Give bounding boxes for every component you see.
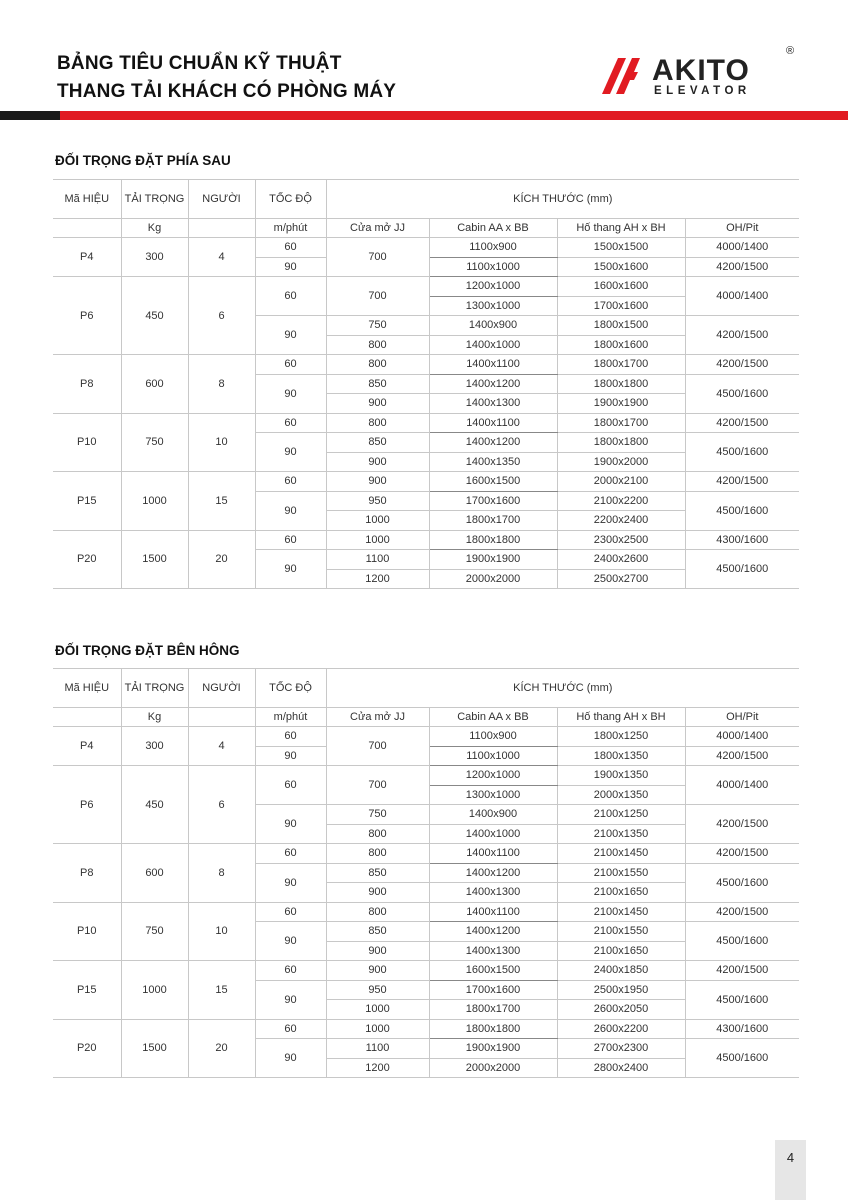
shaft-cell: 1900x1350	[557, 766, 685, 786]
ohpit-cell: 4500/1600	[685, 374, 799, 413]
speed-cell: 60	[255, 727, 326, 747]
page-number-box	[775, 1140, 806, 1200]
shaft-cell: 2700x2300	[557, 1039, 685, 1059]
ohpit-cell: 4200/1500	[685, 413, 799, 433]
speed-cell: 90	[255, 550, 326, 589]
shaft-cell: 2100x1450	[557, 844, 685, 864]
model-cell: P8	[53, 844, 121, 903]
load-cell: 300	[121, 238, 188, 277]
cabin-cell: 1100x900	[429, 727, 557, 747]
cabin-cell: 1700x1600	[429, 980, 557, 1000]
door-cell: 900	[326, 394, 429, 414]
speed-cell: 90	[255, 316, 326, 355]
ohpit-cell: 4200/1500	[685, 355, 799, 375]
table-row	[53, 766, 799, 786]
cabin-cell: 1400x1200	[429, 433, 557, 453]
door-cell: 800	[326, 902, 429, 922]
cabin-cell: 1200x1000	[429, 766, 557, 786]
table-row	[53, 844, 799, 864]
persons-cell: 6	[188, 277, 255, 355]
load-cell: 1500	[121, 530, 188, 589]
shaft-cell: 1900x1900	[557, 394, 685, 414]
speed-cell: 90	[255, 433, 326, 472]
persons-cell: 15	[188, 961, 255, 1020]
speed-cell: 60	[255, 1019, 326, 1039]
cabin-cell: 1700x1600	[429, 491, 557, 511]
shaft-cell: 2100x1550	[557, 863, 685, 883]
model-cell: P10	[53, 413, 121, 472]
col-load: TẢI TRỌNG	[121, 180, 188, 219]
cabin-cell: 1900x1900	[429, 550, 557, 570]
cabin-cell: 1600x1500	[429, 472, 557, 492]
speed-cell: 60	[255, 277, 326, 316]
shaft-cell: 1800x1500	[557, 316, 685, 336]
logo-sub-text: ELEVATOR	[654, 85, 751, 97]
persons-cell: 20	[188, 530, 255, 589]
door-cell: 1200	[326, 1058, 429, 1078]
col-door: Cửa mở JJ	[326, 708, 429, 727]
ohpit-cell: 4200/1500	[685, 961, 799, 981]
cabin-cell: 1400x1100	[429, 355, 557, 375]
cabin-cell: 2000x2000	[429, 1058, 557, 1078]
load-cell: 750	[121, 413, 188, 472]
shaft-cell: 2800x2400	[557, 1058, 685, 1078]
speed-cell: 60	[255, 413, 326, 433]
cabin-cell: 1800x1800	[429, 530, 557, 550]
shaft-cell: 2100x2200	[557, 491, 685, 511]
model-cell: P8	[53, 355, 121, 414]
col-model: Mã HIỆU	[53, 669, 121, 708]
door-cell: 1000	[326, 1000, 429, 1020]
col-persons-unit	[188, 708, 255, 727]
shaft-cell: 2100x1350	[557, 824, 685, 844]
load-cell: 1500	[121, 1019, 188, 1078]
door-cell: 950	[326, 491, 429, 511]
cabin-cell: 1400x1200	[429, 863, 557, 883]
speed-cell: 90	[255, 922, 326, 961]
door-cell: 850	[326, 433, 429, 453]
door-cell: 700	[326, 727, 429, 766]
persons-cell: 8	[188, 355, 255, 414]
persons-cell: 15	[188, 472, 255, 531]
shaft-cell: 2600x2200	[557, 1019, 685, 1039]
shaft-cell: 1800x1800	[557, 374, 685, 394]
cabin-cell: 1800x1700	[429, 511, 557, 531]
load-cell: 1000	[121, 961, 188, 1020]
shaft-cell: 2000x2100	[557, 472, 685, 492]
shaft-cell: 2400x1850	[557, 961, 685, 981]
model-cell: P10	[53, 902, 121, 961]
speed-cell: 60	[255, 902, 326, 922]
col-cabin: Cabin AA x BB	[429, 708, 557, 727]
section-heading-rear: ĐỐI TRỌNG ĐẶT PHÍA SAU	[55, 153, 231, 168]
cabin-cell: 1900x1900	[429, 1039, 557, 1059]
col-persons: NGƯỜI	[188, 669, 255, 708]
shaft-cell: 1800x1800	[557, 433, 685, 453]
door-cell: 900	[326, 941, 429, 961]
table-row	[53, 1019, 799, 1039]
col-model-unit	[53, 708, 121, 727]
akito-logo	[600, 44, 800, 98]
door-cell: 850	[326, 922, 429, 942]
door-cell: 800	[326, 335, 429, 355]
ohpit-cell: 4500/1600	[685, 1039, 799, 1078]
door-cell: 1000	[326, 530, 429, 550]
col-dimensions: KÍCH THƯỚC (mm)	[326, 180, 799, 219]
speed-cell: 60	[255, 472, 326, 492]
title-line-2: THANG TẢI KHÁCH CÓ PHÒNG MÁY	[57, 81, 397, 102]
ohpit-cell: 4200/1500	[685, 805, 799, 844]
logo-brand-text: AKITO	[652, 54, 750, 87]
ohpit-cell: 4200/1500	[685, 257, 799, 277]
spec-table-side-counterweight	[53, 668, 799, 1078]
cabin-cell: 1200x1000	[429, 277, 557, 297]
door-cell: 850	[326, 374, 429, 394]
speed-cell: 90	[255, 746, 326, 766]
col-ohpit: OH/Pit	[685, 708, 799, 727]
shaft-cell: 2200x2400	[557, 511, 685, 531]
ohpit-cell: 4500/1600	[685, 491, 799, 530]
shaft-cell: 2600x2050	[557, 1000, 685, 1020]
col-ohpit: OH/Pit	[685, 219, 799, 238]
col-shaft: Hố thang AH x BH	[557, 708, 685, 727]
speed-cell: 60	[255, 530, 326, 550]
cabin-cell: 1400x900	[429, 316, 557, 336]
shaft-cell: 2500x2700	[557, 569, 685, 589]
col-persons: NGƯỜI	[188, 180, 255, 219]
header-row	[53, 180, 799, 219]
door-cell: 1100	[326, 550, 429, 570]
cabin-cell: 1100x1000	[429, 257, 557, 277]
persons-cell: 4	[188, 727, 255, 766]
col-dimensions: KÍCH THƯỚC (mm)	[326, 669, 799, 708]
speed-cell: 60	[255, 961, 326, 981]
shaft-cell: 1500x1500	[557, 238, 685, 258]
speed-cell: 60	[255, 238, 326, 258]
shaft-cell: 2100x1550	[557, 922, 685, 942]
ohpit-cell: 4200/1500	[685, 316, 799, 355]
speed-cell: 90	[255, 980, 326, 1019]
speed-cell: 90	[255, 374, 326, 413]
table-row	[53, 413, 799, 433]
speed-cell: 90	[255, 1039, 326, 1078]
persons-cell: 10	[188, 413, 255, 472]
shaft-cell: 1800x1600	[557, 335, 685, 355]
col-persons-unit	[188, 219, 255, 238]
cabin-cell: 1400x1200	[429, 922, 557, 942]
cabin-cell: 1400x1100	[429, 844, 557, 864]
header-divider-black	[0, 111, 60, 120]
door-cell: 950	[326, 980, 429, 1000]
cabin-cell: 1100x1000	[429, 746, 557, 766]
cabin-cell: 1400x1350	[429, 452, 557, 472]
shaft-cell: 1900x2000	[557, 452, 685, 472]
door-cell: 800	[326, 355, 429, 375]
ohpit-cell: 4300/1600	[685, 530, 799, 550]
shaft-cell: 2100x1250	[557, 805, 685, 825]
door-cell: 750	[326, 316, 429, 336]
speed-cell: 90	[255, 491, 326, 530]
door-cell: 800	[326, 413, 429, 433]
page-number: 4	[786, 1150, 795, 1165]
header-divider-red	[60, 111, 848, 120]
shaft-cell: 2500x1950	[557, 980, 685, 1000]
load-cell: 450	[121, 766, 188, 844]
ohpit-cell: 4000/1400	[685, 766, 799, 805]
akito-emblem-icon	[602, 58, 640, 94]
shaft-cell: 1500x1600	[557, 257, 685, 277]
persons-cell: 8	[188, 844, 255, 903]
ohpit-cell: 4000/1400	[685, 277, 799, 316]
persons-cell: 20	[188, 1019, 255, 1078]
ohpit-cell: 4000/1400	[685, 238, 799, 258]
cabin-cell: 1400x900	[429, 805, 557, 825]
table-row	[53, 727, 799, 747]
col-cabin: Cabin AA x BB	[429, 219, 557, 238]
document-title	[57, 50, 396, 106]
registered-mark: ®	[786, 45, 795, 57]
ohpit-cell: 4500/1600	[685, 922, 799, 961]
door-cell: 700	[326, 766, 429, 805]
cabin-cell: 1600x1500	[429, 961, 557, 981]
shaft-cell: 1800x1350	[557, 746, 685, 766]
door-cell: 900	[326, 961, 429, 981]
col-speed-unit: m/phút	[255, 219, 326, 238]
title-line-1: BẢNG TIÊU CHUẨN KỸ THUẬT	[57, 53, 342, 74]
shaft-cell: 1800x1700	[557, 413, 685, 433]
cabin-cell: 2000x2000	[429, 569, 557, 589]
persons-cell: 6	[188, 766, 255, 844]
door-cell: 1000	[326, 1019, 429, 1039]
speed-cell: 90	[255, 257, 326, 277]
table-row	[53, 277, 799, 297]
table-row	[53, 238, 799, 258]
load-cell: 1000	[121, 472, 188, 531]
shaft-cell: 2300x2500	[557, 530, 685, 550]
table-row	[53, 530, 799, 550]
table-row	[53, 472, 799, 492]
col-speed: TỐC ĐỘ	[255, 669, 326, 708]
shaft-cell: 1700x1600	[557, 296, 685, 316]
door-cell: 1200	[326, 569, 429, 589]
ohpit-cell: 4200/1500	[685, 746, 799, 766]
ohpit-cell: 4500/1600	[685, 980, 799, 1019]
load-cell: 600	[121, 844, 188, 903]
cabin-cell: 1400x1300	[429, 883, 557, 903]
cabin-cell: 1300x1000	[429, 785, 557, 805]
speed-cell: 60	[255, 766, 326, 805]
speed-cell: 90	[255, 805, 326, 844]
ohpit-cell: 4200/1500	[685, 472, 799, 492]
subheader-row	[53, 708, 799, 727]
model-cell: P6	[53, 766, 121, 844]
ohpit-cell: 4500/1600	[685, 863, 799, 902]
cabin-cell: 1300x1000	[429, 296, 557, 316]
subheader-row	[53, 219, 799, 238]
cabin-cell: 1400x1100	[429, 902, 557, 922]
table-row	[53, 355, 799, 375]
door-cell: 1100	[326, 1039, 429, 1059]
load-cell: 600	[121, 355, 188, 414]
load-cell: 300	[121, 727, 188, 766]
load-cell: 750	[121, 902, 188, 961]
model-cell: P15	[53, 472, 121, 531]
shaft-cell: 2000x1350	[557, 785, 685, 805]
load-cell: 450	[121, 277, 188, 355]
col-speed: TỐC ĐỘ	[255, 180, 326, 219]
col-model-unit	[53, 219, 121, 238]
door-cell: 750	[326, 805, 429, 825]
speed-cell: 60	[255, 844, 326, 864]
col-load: TẢI TRỌNG	[121, 669, 188, 708]
model-cell: P6	[53, 277, 121, 355]
ohpit-cell: 4200/1500	[685, 902, 799, 922]
persons-cell: 10	[188, 902, 255, 961]
door-cell: 700	[326, 238, 429, 277]
cabin-cell: 1400x1100	[429, 413, 557, 433]
col-model: Mã HIỆU	[53, 180, 121, 219]
shaft-cell: 1800x1700	[557, 355, 685, 375]
model-cell: P4	[53, 238, 121, 277]
section-heading-side: ĐỐI TRỌNG ĐẶT BÊN HÔNG	[55, 643, 240, 658]
cabin-cell: 1400x1200	[429, 374, 557, 394]
door-cell: 900	[326, 452, 429, 472]
spec-table-rear-counterweight	[53, 179, 799, 589]
model-cell: P20	[53, 1019, 121, 1078]
ohpit-cell: 4300/1600	[685, 1019, 799, 1039]
table-row	[53, 961, 799, 981]
ohpit-cell: 4000/1400	[685, 727, 799, 747]
model-cell: P15	[53, 961, 121, 1020]
cabin-cell: 1400x1000	[429, 824, 557, 844]
speed-cell: 60	[255, 355, 326, 375]
ohpit-cell: 4500/1600	[685, 550, 799, 589]
cabin-cell: 1800x1800	[429, 1019, 557, 1039]
table-row	[53, 902, 799, 922]
model-cell: P4	[53, 727, 121, 766]
cabin-cell: 1400x1300	[429, 394, 557, 414]
shaft-cell: 1800x1250	[557, 727, 685, 747]
cabin-cell: 1100x900	[429, 238, 557, 258]
col-shaft: Hố thang AH x BH	[557, 219, 685, 238]
model-cell: P20	[53, 530, 121, 589]
ohpit-cell: 4500/1600	[685, 433, 799, 472]
door-cell: 850	[326, 863, 429, 883]
door-cell: 800	[326, 844, 429, 864]
col-door: Cửa mở JJ	[326, 219, 429, 238]
col-speed-unit: m/phút	[255, 708, 326, 727]
cabin-cell: 1400x1000	[429, 335, 557, 355]
header-row	[53, 669, 799, 708]
door-cell: 900	[326, 883, 429, 903]
col-load-unit: Kg	[121, 219, 188, 238]
door-cell: 700	[326, 277, 429, 316]
shaft-cell: 2100x1450	[557, 902, 685, 922]
cabin-cell: 1800x1700	[429, 1000, 557, 1020]
door-cell: 800	[326, 824, 429, 844]
shaft-cell: 1600x1600	[557, 277, 685, 297]
cabin-cell: 1400x1300	[429, 941, 557, 961]
persons-cell: 4	[188, 238, 255, 277]
col-load-unit: Kg	[121, 708, 188, 727]
shaft-cell: 2100x1650	[557, 941, 685, 961]
shaft-cell: 2100x1650	[557, 883, 685, 903]
shaft-cell: 2400x2600	[557, 550, 685, 570]
door-cell: 1000	[326, 511, 429, 531]
ohpit-cell: 4200/1500	[685, 844, 799, 864]
speed-cell: 90	[255, 863, 326, 902]
door-cell: 900	[326, 472, 429, 492]
